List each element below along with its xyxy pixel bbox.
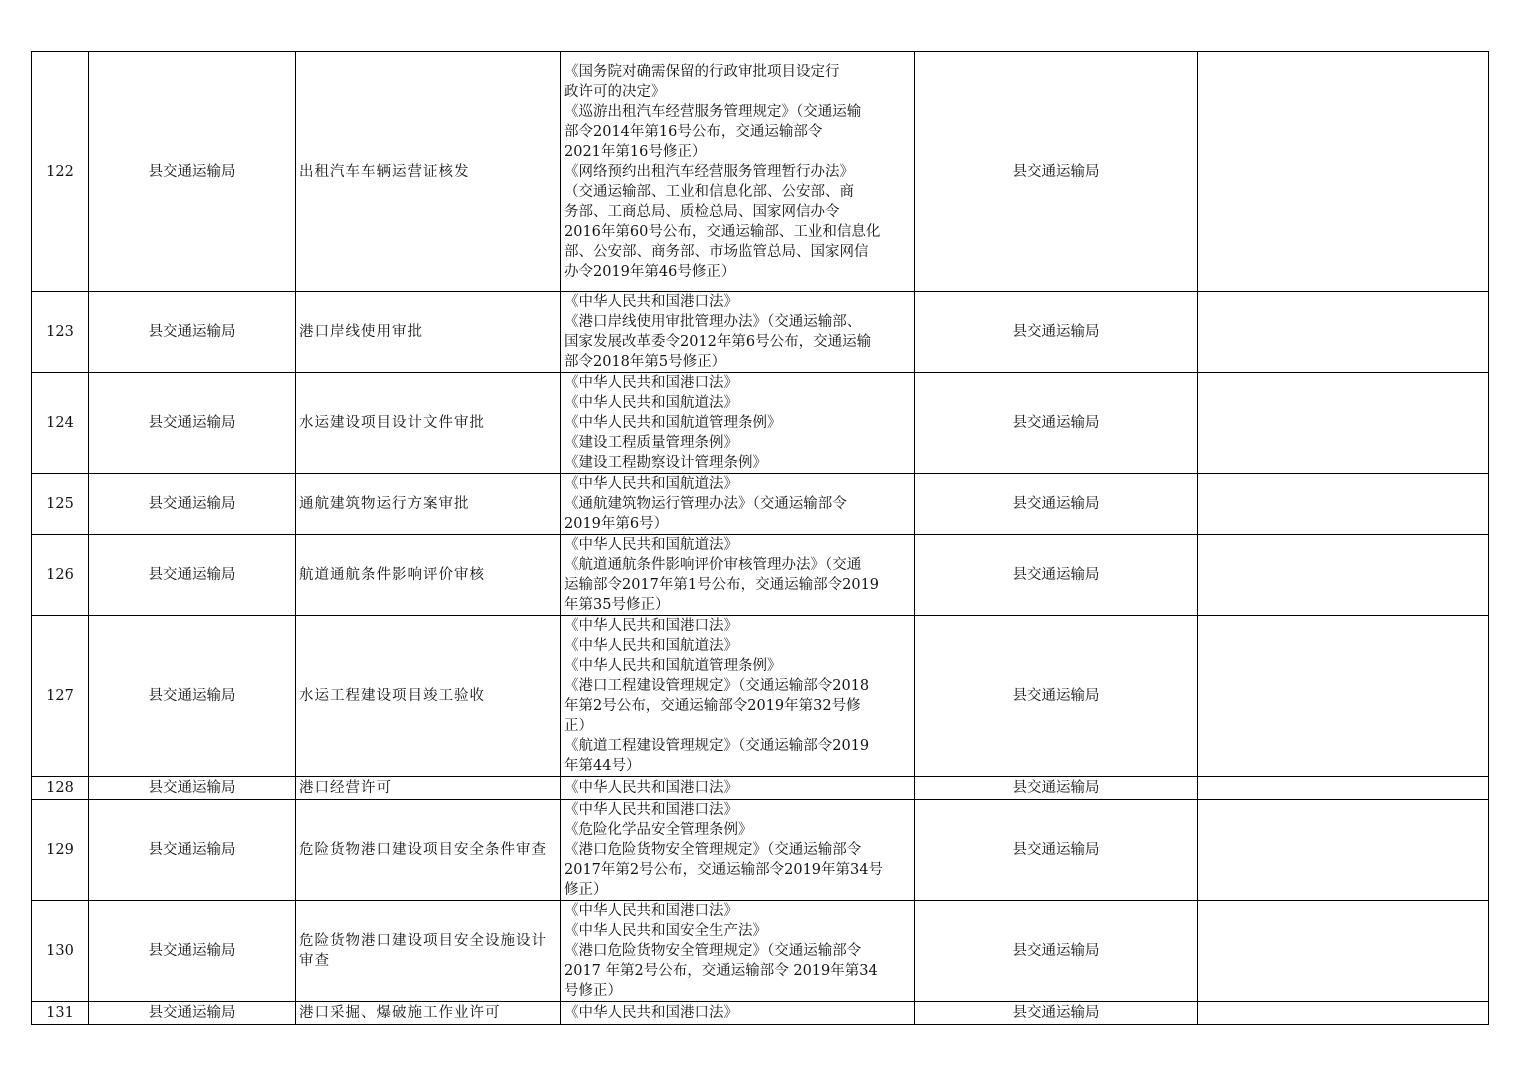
implementing-agency-cell: 县交通运输局 [915,52,1198,292]
approval-item-cell: 航道通航条件影响评价审核 [296,535,561,616]
legal-basis-line: 《航道通航条件影响评价审核管理办法》（交通 [564,557,862,573]
legal-basis-line: 年第44号） [564,758,641,774]
licensing-table [31,51,1489,1025]
legal-basis-line: 《中华人民共和国港口法》 [564,618,738,634]
implementing-agency-cell: 县交通运输局 [915,800,1198,901]
approval-item-cell: 港口岸线使用审批 [296,292,561,373]
implementing-agency-cell: 县交通运输局 [915,474,1198,535]
approval-item-cell: 港口采掘、爆破施工作业许可 [296,1002,561,1025]
row-number: 127 [32,616,89,777]
approval-item-cell: 出租汽车车辆运营证核发 [296,52,561,292]
legal-basis-line: 《危险化学品安全管理条例》 [564,822,753,838]
legal-basis-cell [561,1002,915,1025]
legal-basis-line: 《港口工程建设管理规定》（交通运输部令2018 [564,678,870,694]
document-page [31,51,1488,1025]
implementing-agency-cell: 县交通运输局 [915,1002,1198,1025]
approval-item-cell: 危险货物港口建设项目安全条件审查 [296,800,561,901]
table-row [32,373,1489,474]
legal-basis-line: 运输部令2017年第1号公布，交通运输部令2019 [564,577,880,593]
table-row [32,52,1489,292]
department-cell: 县交通运输局 [89,901,296,1002]
department-cell: 县交通运输局 [89,292,296,373]
implementing-agency-cell: 县交通运输局 [915,901,1198,1002]
legal-basis-line: 2021年第16号修正） [564,143,707,160]
table-row [32,616,1489,777]
legal-basis-line: 《巡游出租汽车经营服务管理规定》（交通运输 [564,103,862,120]
department-cell: 县交通运输局 [89,52,296,292]
remarks-cell [1198,474,1489,535]
table-row [32,901,1489,1002]
approval-item-cell: 港口经营许可 [296,777,561,800]
legal-basis-line: 政许可的决定》 [564,83,666,100]
legal-basis-line: 《港口岸线使用审批管理办法》（交通运输部、 [564,314,862,330]
legal-basis-line: 部令2018年第5号修正） [564,354,727,370]
legal-basis-line: 国家发展改革委令2012年第6号公布，交通运输 [564,334,872,350]
legal-basis-line: 《中华人民共和国港口法》 [564,1005,738,1021]
legal-basis-line: 部、公安部、商务部、市场监管总局、国家网信 [564,243,869,260]
department-cell: 县交通运输局 [89,1002,296,1025]
legal-basis-line: 《网络预约出租汽车经营服务管理暂行办法》 [564,163,854,180]
table-row [32,777,1489,800]
legal-basis-line: 《中华人民共和国航道法》 [564,395,738,411]
legal-basis-cell [561,800,915,901]
approval-item-cell: 通航建筑物运行方案审批 [296,474,561,535]
legal-basis-cell [561,292,915,373]
remarks-cell [1198,535,1489,616]
row-number: 126 [32,535,89,616]
legal-basis-line: 年第35号修正） [564,597,670,613]
legal-basis-cell [561,373,915,474]
implementing-agency-cell: 县交通运输局 [915,373,1198,474]
legal-basis-line: 修正） [564,882,608,898]
department-cell: 县交通运输局 [89,616,296,777]
legal-basis-line: 《港口危险货物安全管理规定》（交通运输部令 [564,943,862,959]
approval-item-cell: 危险货物港口建设项目安全设施设计审查 [296,901,561,1002]
legal-basis-line: 《中华人民共和国港口法》 [564,294,738,310]
legal-basis-line: 《国务院对确需保留的行政审批项目设定行 [564,63,840,80]
approval-item-cell: 水运工程建设项目竣工验收 [296,616,561,777]
row-number: 123 [32,292,89,373]
legal-basis-line: 年第2号公布，交通运输部令2019年第32号修 [564,698,861,714]
legal-basis-line: 《中华人民共和国港口法》 [564,802,738,818]
legal-basis-cell [561,777,915,800]
legal-basis-line: 《中华人民共和国港口法》 [564,780,738,796]
legal-basis-line: 2017年第2号公布，交通运输部令2019年第34号 [564,862,883,878]
legal-basis-line: 《建设工程质量管理条例》 [564,435,738,451]
implementing-agency-cell: 县交通运输局 [915,777,1198,800]
legal-basis-line: 部令2014年第16号公布，交通运输部令 [564,123,823,140]
legal-basis-cell [561,616,915,777]
legal-basis-cell [561,535,915,616]
legal-basis-line: 《中华人民共和国港口法》 [564,375,738,391]
remarks-cell [1198,52,1489,292]
remarks-cell [1198,373,1489,474]
remarks-cell [1198,901,1489,1002]
legal-basis-line: 《中华人民共和国航道管理条例》 [564,415,782,431]
remarks-cell [1198,1002,1489,1025]
legal-basis-line: 《中华人民共和国安全生产法》 [564,923,767,939]
remarks-cell [1198,292,1489,373]
row-number: 125 [32,474,89,535]
remarks-cell [1198,616,1489,777]
legal-basis-line: 《通航建筑物运行管理办法》（交通运输部令 [564,496,847,512]
department-cell: 县交通运输局 [89,800,296,901]
table-row [32,292,1489,373]
implementing-agency-cell: 县交通运输局 [915,292,1198,373]
legal-basis-line: 2016年第60号公布，交通运输部、工业和信息化 [564,223,881,240]
table-row [32,474,1489,535]
row-number: 130 [32,901,89,1002]
implementing-agency-cell: 县交通运输局 [915,535,1198,616]
legal-basis-line: 2019年第6号） [564,516,669,532]
row-number: 129 [32,800,89,901]
remarks-cell [1198,800,1489,901]
department-cell: 县交通运输局 [89,373,296,474]
legal-basis-line: 《航道工程建设管理规定》（交通运输部令2019 [564,738,870,754]
department-cell: 县交通运输局 [89,474,296,535]
legal-basis-line: 《建设工程勘察设计管理条例》 [564,455,767,471]
legal-basis-line: 《中华人民共和国航道法》 [564,537,738,553]
legal-basis-line: 正） [564,718,593,734]
legal-basis-line: 务部、工商总局、质检总局、国家网信办令 [564,203,840,220]
legal-basis-line: （交通运输部、工业和信息化部、公安部、商 [564,183,854,200]
legal-basis-line: 《中华人民共和国航道法》 [564,638,738,654]
implementing-agency-cell: 县交通运输局 [915,616,1198,777]
department-cell: 县交通运输局 [89,777,296,800]
legal-basis-line: 办令2019年第46号修正） [564,263,736,280]
legal-basis-line: 《中华人民共和国港口法》 [564,903,738,919]
row-number: 122 [32,52,89,292]
table-row [32,1002,1489,1025]
table-body [32,52,1489,1025]
legal-basis-line: 号修正） [564,983,622,999]
legal-basis-cell [561,901,915,1002]
remarks-cell [1198,777,1489,800]
legal-basis-line: 《港口危险货物安全管理规定》（交通运输部令 [564,842,862,858]
row-number: 131 [32,1002,89,1025]
approval-item-cell: 水运建设项目设计文件审批 [296,373,561,474]
table-row [32,800,1489,901]
row-number: 124 [32,373,89,474]
legal-basis-line: 《中华人民共和国航道法》 [564,476,738,492]
department-cell: 县交通运输局 [89,535,296,616]
legal-basis-cell [561,52,915,292]
legal-basis-line: 《中华人民共和国航道管理条例》 [564,658,782,674]
row-number: 128 [32,777,89,800]
legal-basis-line: 2017 年第2号公布，交通运输部令 2019年第34 [564,963,878,979]
table-row [32,535,1489,616]
legal-basis-cell [561,474,915,535]
